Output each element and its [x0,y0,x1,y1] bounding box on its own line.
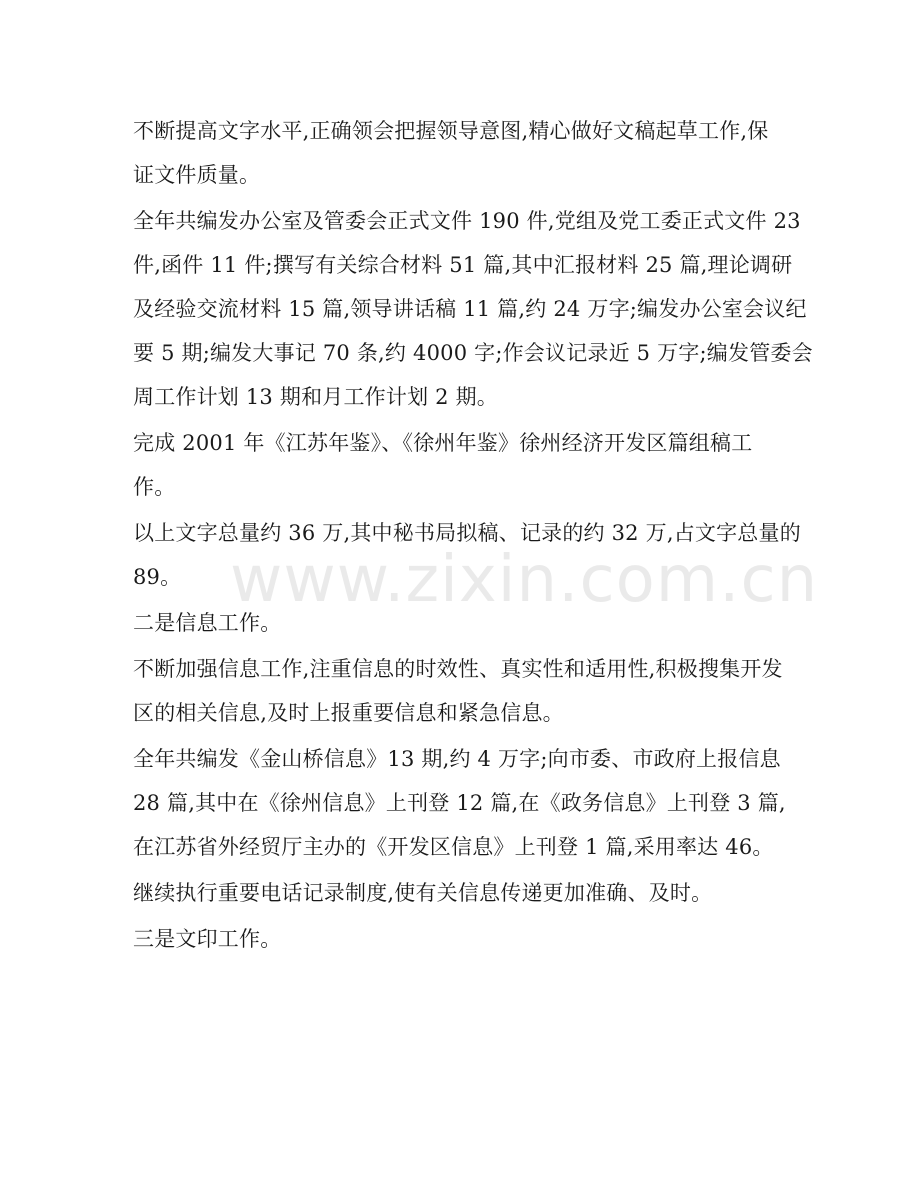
text-line: 及经验交流材料 15 篇,领导讲话稿 11 篇,约 24 万字;编发办公室会议纪 [133,297,807,321]
text-line: 在江苏省外经贸厅主办的《开发区信息》上刊登 1 篇,采用率达 46。 [133,835,774,859]
text-line: 作。 [133,475,176,499]
section-heading: 二是信息工作。 [133,611,282,635]
text-line: 全年共编发办公室及管委会正式文件 190 件,党组及党工委正式文件 23 [133,209,801,233]
text-line: 件,函件 11 件;撰写有关综合材料 51 篇,其中汇报材料 25 篇,理论调研 [133,253,793,277]
text-line: 区的相关信息,及时上报重要信息和紧急信息。 [133,701,564,725]
text-line: 证文件质量。 [133,163,261,187]
text-line: 要 5 期;编发大事记 70 条,约 4000 字;作会议记录近 5 万字;编发管委会 [133,341,813,365]
text-line: 89。 [133,565,182,589]
text-line: 不断加强信息工作,注重信息的时效性、真实性和适用性,积极搜集开发 [133,657,783,681]
text-line: 不断提高文字水平,正确领会把握领导意图,精心做好文稿起草工作,保 [133,119,769,143]
watermark-text: www.zixin.com.cn [230,543,819,617]
document-body [133,118,813,953]
text-line: 周工作计划 13 期和月工作计划 2 期。 [133,385,498,409]
text-line: 全年共编发《金山桥信息》13 期,约 4 万字;向市委、市政府上报信息 [133,747,781,771]
section-heading: 三是文印工作。 [133,927,282,951]
text-line: 28 篇,其中在《徐州信息》上刊登 12 篇,在《政务信息》上刊登 3 篇, [133,791,786,815]
text-line: 继续执行重要电话记录制度,使有关信息传递更加准确、及时。 [133,881,713,905]
text-line: 完成 2001 年《江苏年鉴》、《徐州年鉴》徐州经济开发区篇组稿工 [133,431,753,455]
text-line: 以上文字总量约 36 万,其中秘书局拟稿、记录的约 32 万,占文字总量的 [133,521,801,545]
